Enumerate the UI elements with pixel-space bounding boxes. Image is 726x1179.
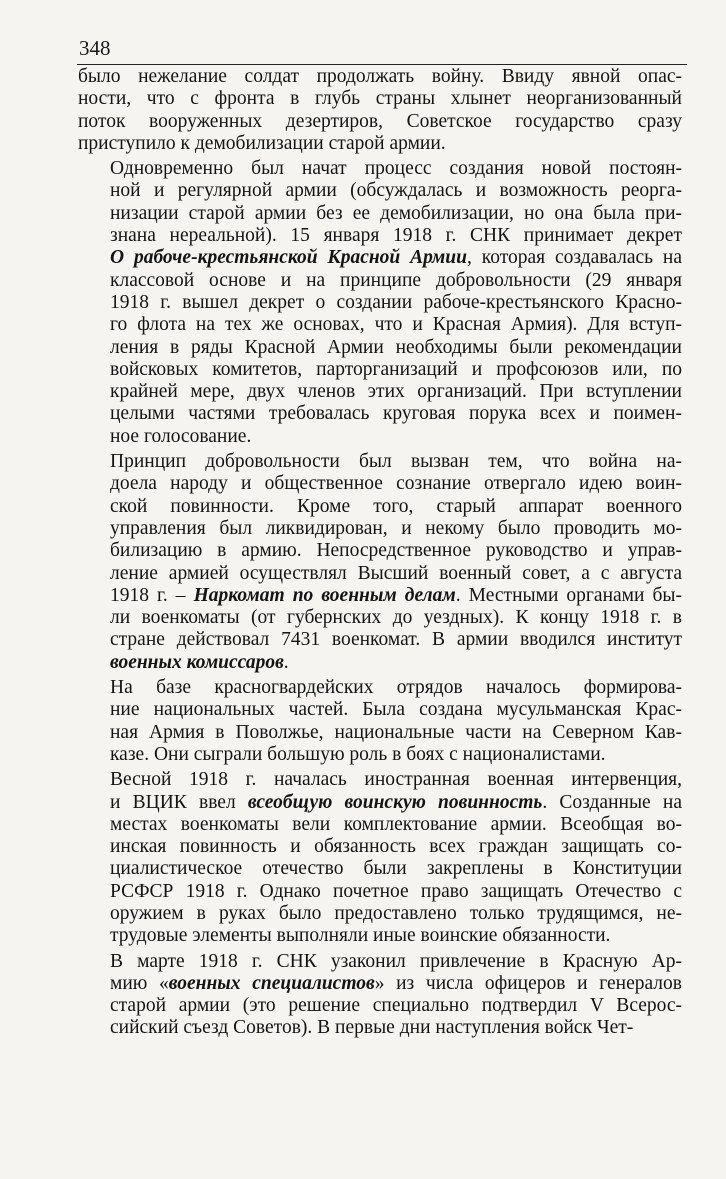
text-line — [78, 677, 682, 699]
text-line — [78, 158, 682, 180]
text-segment: ления в ряды Красной Армии необходимы были рекомендации — [110, 336, 682, 358]
emphasized-term: всеобщую воинскую повинность — [247, 791, 543, 813]
text-line — [78, 426, 682, 448]
text-segment: стране действовал 7431 военкомат. В армии вводился институт — [110, 629, 682, 651]
text-segment: Весной 1918 г. началась иностранная военная интервенция, — [110, 769, 682, 791]
text-segment: войсковых комитетов, парторганизаций и профсоюзов или, по — [110, 358, 682, 380]
text-segment: ли военкоматы (от губернских до уездных). К концу 1918 г. в — [110, 607, 682, 629]
text-line — [78, 111, 682, 133]
text-segment: » из числа офицеров и генералов — [374, 972, 682, 994]
text-segment: управления был ликвидирован, и некому было проводить мо- — [110, 517, 682, 539]
text-line — [78, 381, 682, 403]
paragraph — [78, 158, 682, 448]
text-line — [78, 180, 682, 202]
text-line — [78, 225, 682, 247]
text-segment: мию « — [110, 972, 169, 994]
text-segment: классовой основе и на принципе добровольности (29 января — [110, 269, 682, 291]
text-line — [78, 925, 682, 947]
text-segment: 1918 г. – — [110, 584, 194, 606]
text-line — [78, 951, 682, 973]
text-line — [78, 203, 682, 225]
text-line — [78, 247, 682, 269]
text-line — [78, 881, 682, 903]
text-segment: Принцип добровольности был вызван тем, что война на- — [110, 451, 682, 473]
text-segment: казе. Они сыграли большую роль в боях с националистами. — [110, 743, 606, 765]
text-segment: целыми частями требовалась круговая порука всех и поимен- — [110, 403, 682, 425]
text-segment: ная Армия в Поволжье, национальные части на Северном Кав- — [110, 721, 682, 743]
text-segment: ление армией осуществлял Высший военный совет, а с августа — [110, 562, 682, 584]
header-rule — [77, 64, 687, 65]
text-segment: В марте 1918 г. СНК узаконил привлечение в Красную Ар- — [110, 950, 682, 972]
text-segment: ности, что с фронта в глубь страны хлынет неорганизованный — [78, 88, 682, 110]
text-segment: го флота на тех же основах, что и Красная Армия). Для вступ- — [110, 314, 682, 336]
text-segment: 1918 г. вышел декрет о создании рабоче-крестьянского Красно- — [110, 291, 682, 313]
paragraph — [78, 769, 682, 947]
emphasized-term: О рабоче-крестьянской Красной Армии — [110, 247, 467, 269]
text-line — [78, 699, 682, 721]
text-line — [78, 66, 682, 88]
text-line — [78, 540, 682, 562]
text-line — [78, 359, 682, 381]
text-segment: ной и регулярной армии (обсуждалась и возможность реорга- — [110, 180, 682, 202]
page-number: 348 — [79, 36, 111, 60]
text-segment: крайней мере, двух членов этих организаций. При вступлении — [110, 381, 682, 403]
text-segment: инская повинность и обязанность всех граждан защищать со- — [110, 836, 682, 858]
text-line — [78, 133, 682, 155]
text-segment: поток вооруженных дезертиров, Советское государство сразу — [78, 110, 682, 132]
text-line — [78, 451, 682, 473]
text-segment: циалистическое отечество были закреплены в Конституции — [110, 858, 682, 880]
text-segment: доела народу и общественное сознание отвергало идею воин- — [110, 473, 682, 495]
emphasized-term: военных комиссаров — [110, 651, 284, 673]
emphasized-term: Наркомат по военным делам — [193, 584, 456, 606]
text-segment: . — [283, 651, 289, 673]
paragraph — [78, 677, 682, 766]
text-line — [78, 903, 682, 925]
text-line — [78, 722, 682, 744]
text-segment: . Созданные на — [542, 791, 682, 813]
text-line — [78, 836, 682, 858]
text-segment: знана нереальной). 15 января 1918 г. СНК принимает декрет — [110, 225, 682, 247]
text-segment: . Местными органами бы- — [455, 584, 683, 606]
text-line — [78, 858, 682, 880]
text-line — [78, 607, 682, 629]
text-segment: старой армии (это решение специально подтвердил V Всерос- — [110, 995, 682, 1017]
text-segment: сийский съезд Советов). В первые дни наступления войск Чет- — [110, 1017, 634, 1039]
text-line — [78, 270, 682, 292]
text-segment: местах военкоматы вели комплектование армии. Всеобщая во- — [110, 813, 682, 835]
text-line — [78, 769, 682, 791]
text-segment: низации старой армии без ее демобилизации, но она была при- — [110, 202, 682, 224]
text-line — [78, 814, 682, 836]
text-line — [78, 473, 682, 495]
text-line — [78, 995, 682, 1017]
text-line — [78, 973, 682, 995]
text-segment: приступило к демобилизации старой армии. — [78, 132, 446, 154]
text-segment: трудовые элементы выполняли иные воинские обязанности. — [110, 925, 611, 947]
text-line — [78, 744, 682, 766]
text-line — [78, 314, 682, 336]
text-segment: ской повинности. Кроме того, старый аппарат военного — [110, 495, 682, 517]
emphasized-term: военных специалистов — [168, 972, 375, 994]
text-segment: было нежелание солдат продолжать войну. Ввиду явной опас- — [78, 66, 682, 87]
text-line — [78, 292, 682, 314]
body-text — [78, 66, 682, 1043]
text-line — [78, 403, 682, 425]
text-line — [78, 652, 682, 674]
paragraph — [78, 451, 682, 674]
text-line — [78, 496, 682, 518]
paragraph — [78, 66, 682, 155]
text-line — [78, 629, 682, 651]
paragraph — [78, 951, 682, 1040]
text-line — [78, 1017, 682, 1039]
text-segment: Одновременно был начат процесс создания новой постоян- — [110, 158, 682, 180]
text-line — [78, 88, 682, 110]
text-segment: ние национальных частей. Была создана мусульманская Крас- — [110, 699, 682, 721]
text-segment: оружием в руках было предоставлено только трудящимся, не- — [110, 902, 682, 924]
text-line — [78, 792, 682, 814]
text-segment: , которая создавалась на — [466, 247, 682, 269]
text-line — [78, 337, 682, 359]
text-segment: ное голосование. — [110, 425, 252, 447]
text-line — [78, 563, 682, 585]
text-line — [78, 518, 682, 540]
text-segment: На базе красногвардейских отрядов началось формирова- — [110, 677, 682, 699]
text-line — [78, 585, 682, 607]
text-segment: и ВЦИК ввел — [110, 791, 248, 813]
text-segment: РСФСР 1918 г. Однако почетное право защищать Отечество с — [110, 880, 682, 902]
text-segment: билизацию в армию. Непосредственное руководство и управ- — [110, 540, 682, 562]
